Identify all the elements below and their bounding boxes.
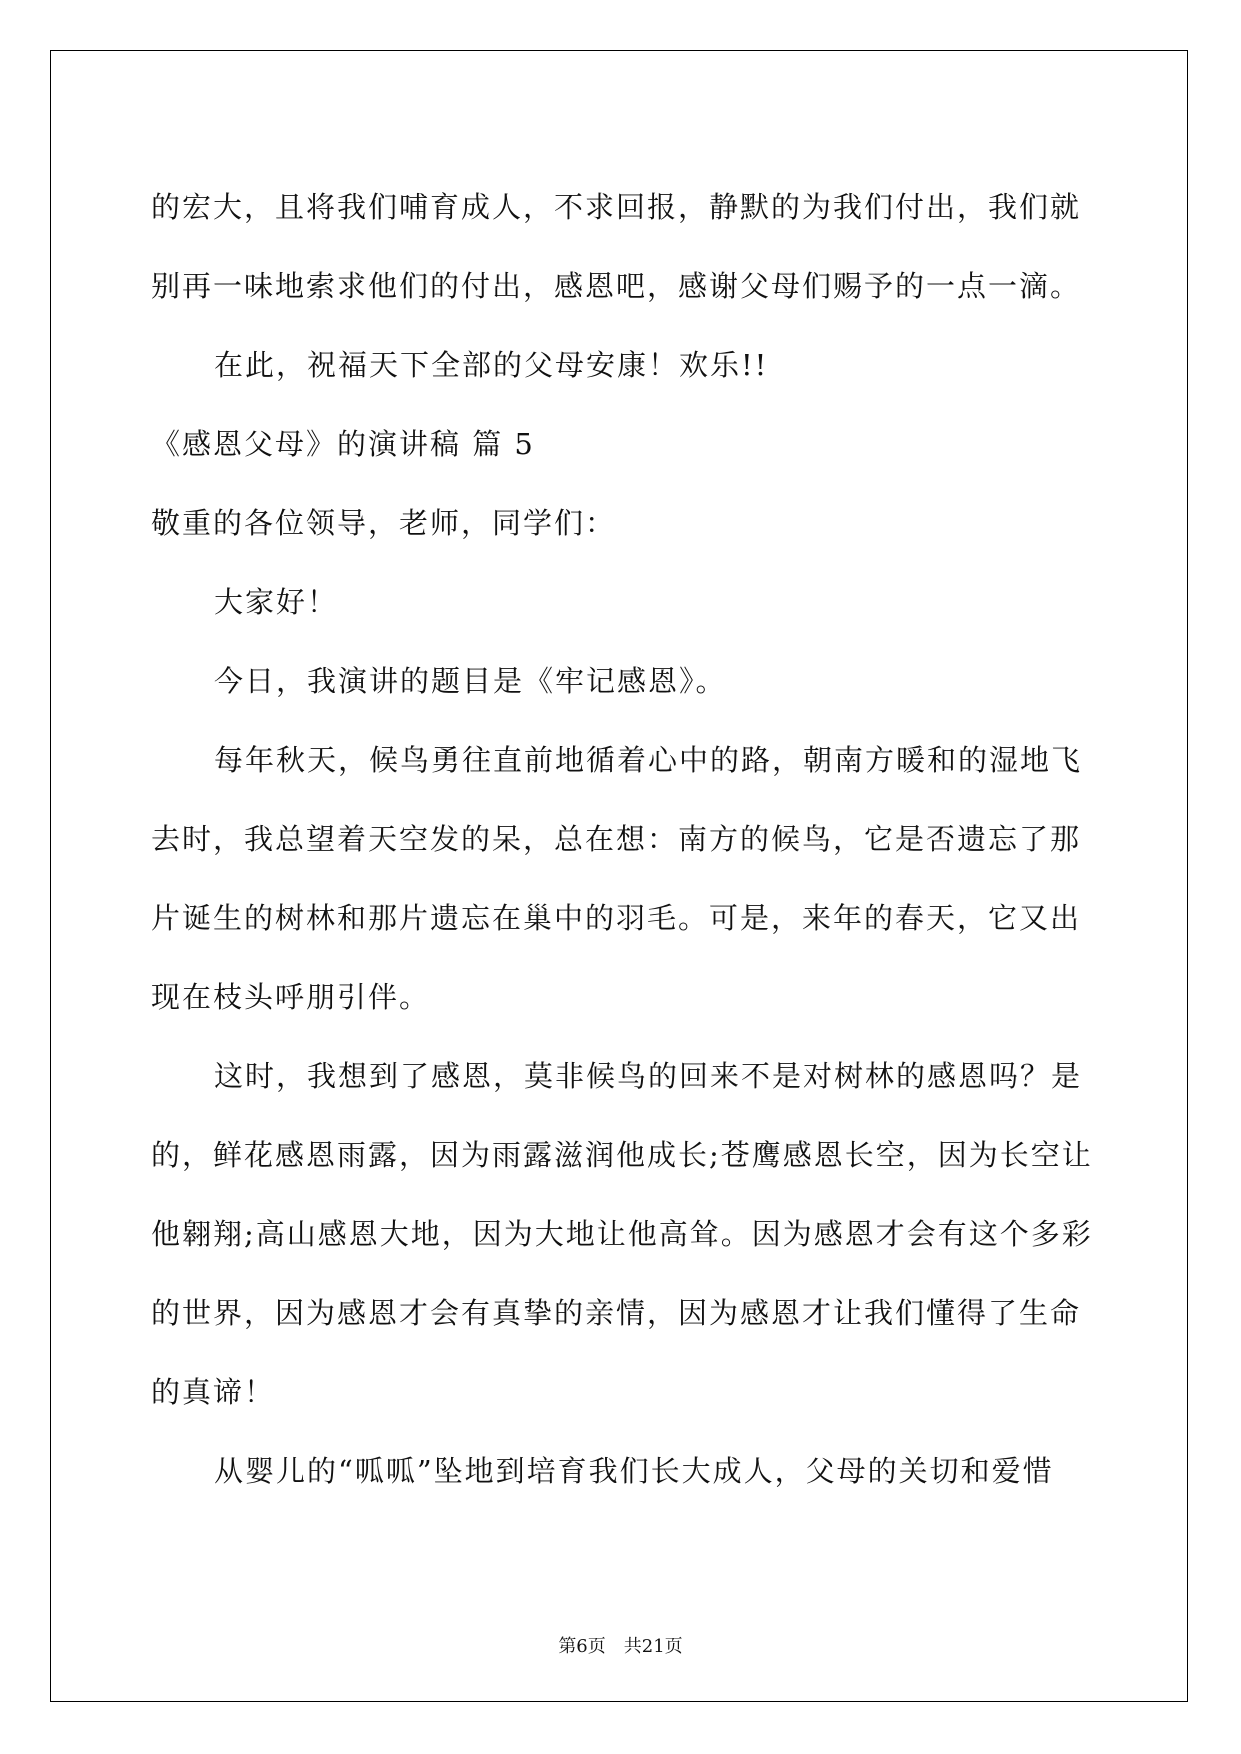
text-line: 的，鲜花感恩雨露，因为雨露滋润他成长;苍鹰感恩长空，因为长空让 xyxy=(151,1138,1093,1172)
section-heading xyxy=(151,405,1096,484)
text-line: 片诞生的树林和那片遗忘在巢中的羽毛。可是，来年的春天，它又出 xyxy=(151,901,1082,935)
text-line: 这时，我想到了感恩，莫非候鸟的回来不是对树林的感恩吗？是 xyxy=(214,1059,1083,1093)
heading-text: 《感恩父母》的演讲稿 篇 5 xyxy=(151,427,535,461)
paragraph xyxy=(151,326,1096,405)
text-line: 的宏大，且将我们哺育成人，不求回报，静默的为我们付出，我们就 xyxy=(151,190,1082,224)
text-line: 他翱翔;高山感恩大地，因为大地让他高耸。因为感恩才会有这个多彩 xyxy=(151,1217,1093,1251)
text-line: 在此，祝福天下全部的父母安康！欢乐!! xyxy=(214,348,769,382)
paragraph xyxy=(151,642,1096,721)
document-body xyxy=(151,168,1096,1511)
text-line: 每年秋天，候鸟勇往直前地循着心中的路，朝南方暖和的湿地飞 xyxy=(214,743,1083,777)
paragraph xyxy=(151,168,1096,326)
paragraph xyxy=(151,563,1096,642)
text-line: 大家好！ xyxy=(214,585,339,619)
text-line: 敬重的各位领导，老师，同学们： xyxy=(151,506,617,540)
text-line: 的世界，因为感恩才会有真挚的亲情，因为感恩才让我们懂得了生命 xyxy=(151,1296,1082,1330)
paragraph xyxy=(151,721,1096,1037)
text-line: 今日，我演讲的题目是《牢记感恩》。 xyxy=(214,664,727,698)
text-line: 从婴儿的“呱呱”坠地到培育我们长大成人，父母的关切和爱惜 xyxy=(214,1454,1054,1488)
text-line: 的真谛！ xyxy=(151,1375,276,1409)
salutation xyxy=(151,484,1096,563)
text-line: 现在枝头呼朋引伴。 xyxy=(151,980,431,1014)
text-line: 去时，我总望着天空发的呆，总在想：南方的候鸟，它是否遗忘了那 xyxy=(151,822,1082,856)
paragraph xyxy=(151,1037,1096,1432)
paragraph xyxy=(151,1432,1096,1511)
page-footer: 第6页 共21页 xyxy=(558,1636,683,1657)
text-line: 别再一味地索求他们的付出，感恩吧，感谢父母们赐予的一点一滴。 xyxy=(151,269,1082,303)
